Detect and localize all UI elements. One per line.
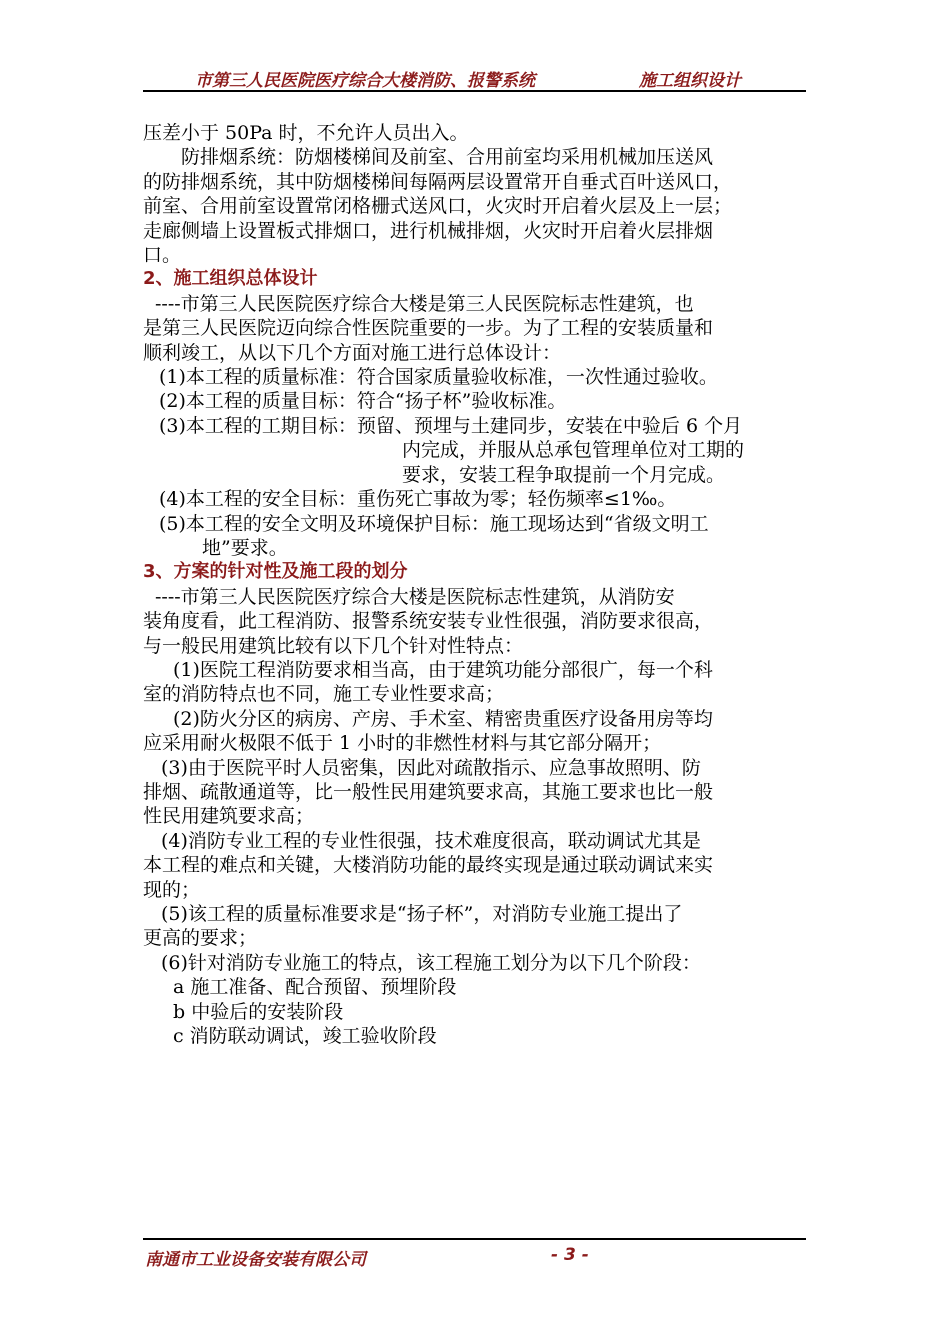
text-line: 装角度看，此工程消防、报警系统安装专业性很强，消防要求很高， [143, 610, 714, 633]
footer-company: 南通市工业设备安装有限公司 [145, 1250, 366, 1270]
page-number: - 3 - [551, 1245, 589, 1265]
text-line: 与一般民用建筑比较有以下几个针对性特点： [143, 634, 524, 657]
text-line: 排烟、疏散通道等，比一般性民用建筑要求高，其施工要求也比一般 [143, 780, 714, 803]
text-line: 要求，安装工程争取提前一个月完成。 [402, 463, 726, 486]
text-line: 内完成，并服从总承包管理单位对工期的 [402, 439, 745, 462]
text-line: 压差小于 50Pa 时，不允许人员出入。 [143, 122, 469, 144]
text-line: b 中验后的安装阶段 [173, 1000, 344, 1023]
text-line: 更高的要求； [143, 927, 258, 950]
text-line: 是第三人民医院迈向综合性医院重要的一步。为了工程的安装质量和 [143, 317, 714, 340]
text-line: 性民用建筑要求高； [143, 805, 315, 828]
header-subtitle: 施工组织设计 [639, 71, 741, 91]
text-line: 前室、合用前室设置常闭格栅式送风口，火灾时开启着火层及上一层； [143, 195, 733, 218]
text-line: 走廊侧墙上设置板式排烟口，进行机械排烟，火灾时开启着火层排烟 [143, 219, 714, 242]
text-line: 现的； [143, 878, 201, 901]
text-line: (1)本工程的质量标准：符合国家质量验收标准，一次性通过验收。 [159, 366, 718, 389]
page-header [143, 60, 806, 92]
text-line: 顺利竣工，从以下几个方面对施工进行总体设计： [143, 341, 562, 364]
text-line: c 消防联动调试，竣工验收阶段 [173, 1025, 437, 1048]
text-line: (4)消防专业工程的专业性很强，技术难度很高，联动调试尤其是 [161, 829, 701, 852]
section-heading: 2、施工组织总体设计 [143, 268, 318, 290]
text-line: ----市第三人民医院医疗综合大楼是医院标志性建筑，从消防安 [155, 585, 675, 608]
text-line: 的防排烟系统，其中防烟楼梯间每隔两层设置常开自垂式百叶送风口， [143, 170, 733, 193]
text-line: a 施工准备、配合预留、预埋阶段 [173, 976, 457, 999]
text-line: ----市第三人民医院医疗综合大楼是第三人民医院标志性建筑，也 [155, 292, 694, 315]
text-line: 本工程的难点和关键，大楼消防功能的最终实现是通过联动调试来实 [143, 854, 714, 877]
document-body [143, 121, 808, 1048]
text-line: (3)本工程的工期目标：预留、预埋与土建同步，安装在中验后 6 个月 [159, 414, 743, 437]
text-line: 防排烟系统：防烟楼梯间及前室、合用前室均采用机械加压送风 [181, 146, 714, 169]
text-line: (6)针对消防专业施工的特点，该工程施工划分为以下几个阶段： [161, 951, 701, 974]
text-line: (3)由于医院平时人员密集，因此对疏散指示、应急事故照明、防 [161, 756, 701, 779]
page-footer [143, 1238, 806, 1280]
text-line: (2)防火分区的病房、产房、手术室、精密贵重医疗设备用房等均 [173, 707, 713, 730]
section-heading: 3、方案的针对性及施工段的划分 [143, 561, 408, 583]
text-line: (4)本工程的安全目标：重伤死亡事故为零；轻伤频率≤1‰。 [159, 488, 677, 511]
text-line: (5)本工程的安全文明及环境保护目标：施工现场达到“省级文明工 [159, 512, 709, 535]
text-line: 口。 [143, 244, 182, 267]
text-line: (2)本工程的质量目标：符合“扬子杯”验收标准。 [159, 390, 567, 413]
header-title: 市第三人民医院医疗综合大楼消防、报警系统 [195, 71, 535, 91]
text-line: 应采用耐火极限不低于 1 小时的非燃性材料与其它部分隔开； [143, 732, 662, 755]
text-line: (1)医院工程消防要求相当高，由于建筑功能分部很广，每一个科 [173, 658, 713, 681]
text-line: (5)该工程的质量标准要求是“扬子杯”，对消防专业施工提出了 [161, 903, 683, 925]
text-line: 地”要求。 [202, 536, 288, 559]
text-line: 室的消防特点也不同，施工专业性要求高； [143, 683, 505, 706]
